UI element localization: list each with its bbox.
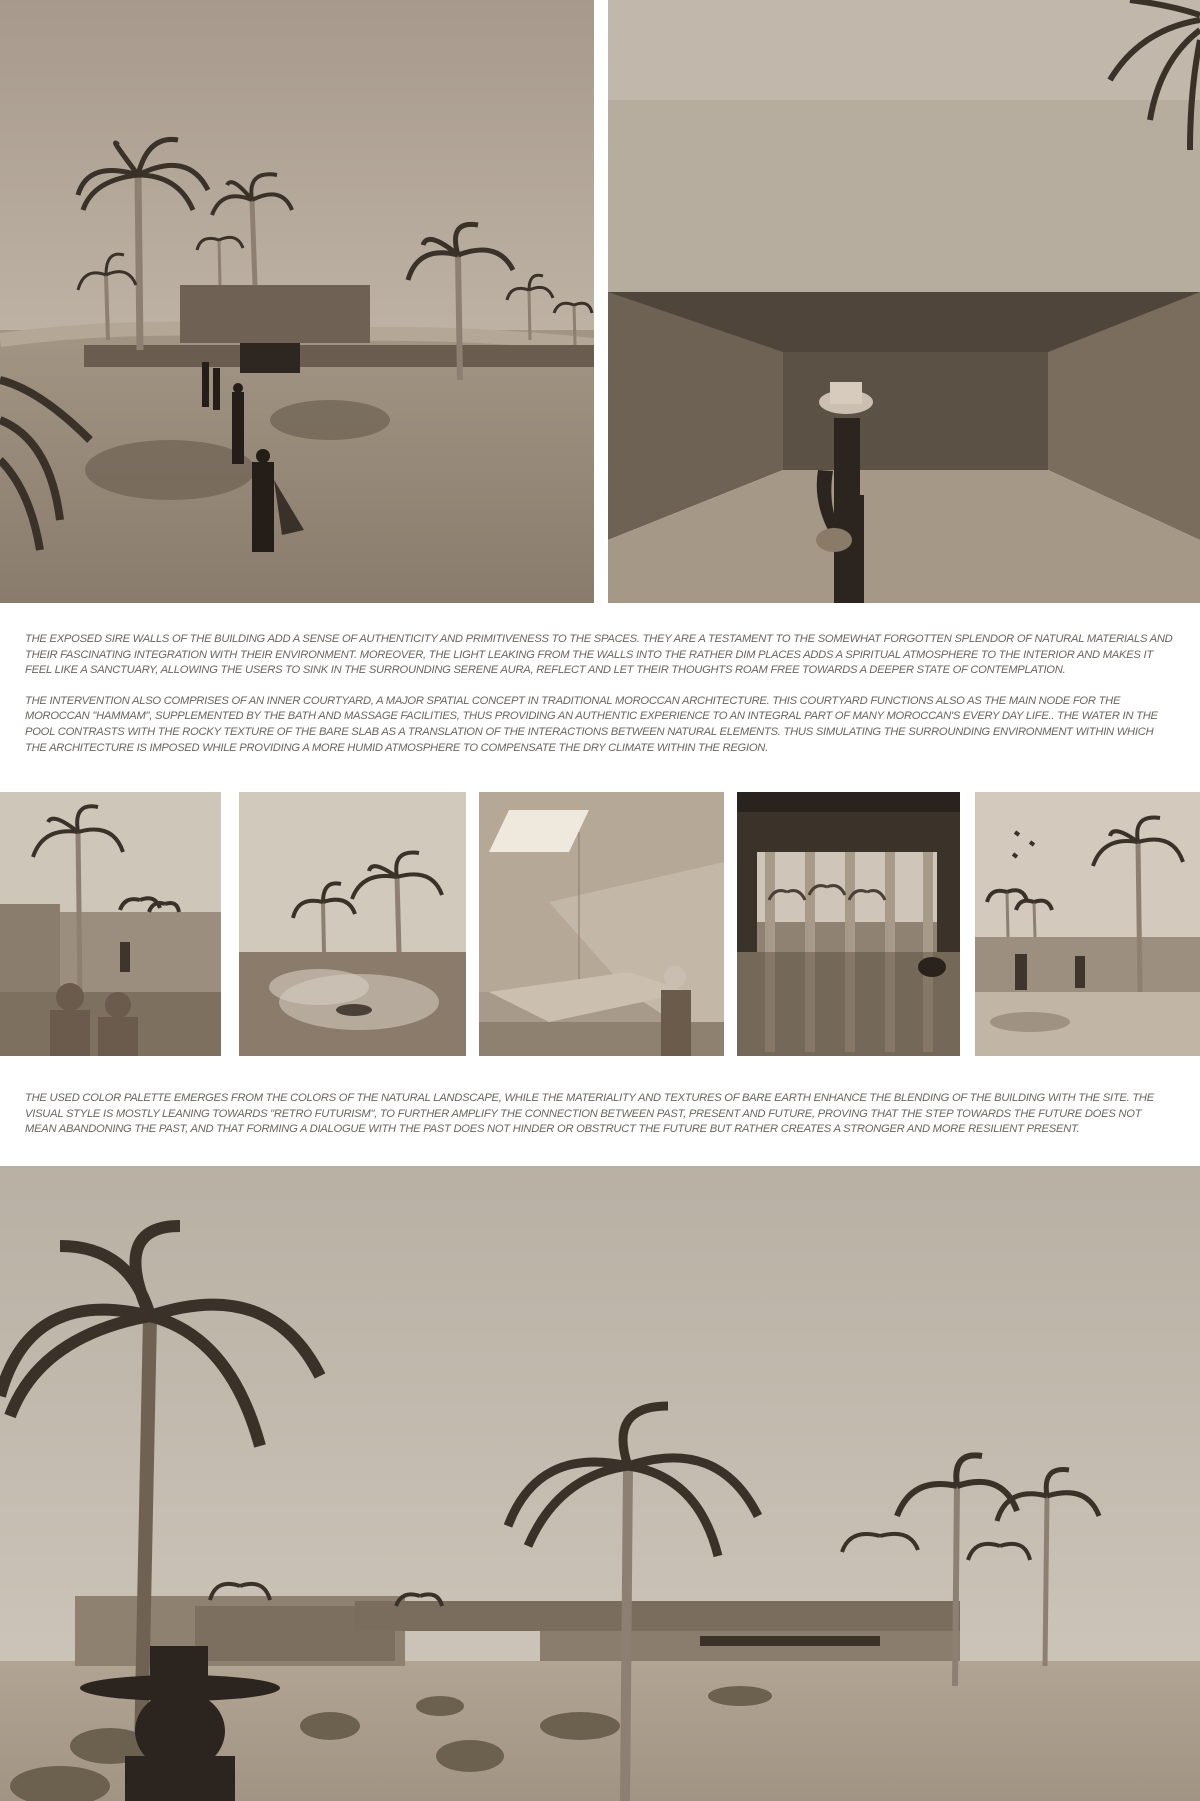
description-text-upper [25, 632, 1175, 771]
colonnade-pool-image [737, 792, 960, 1056]
panoramic-exterior-image [0, 1166, 1200, 1801]
interior-corridor-image [608, 0, 1200, 603]
misty-pool-image [239, 792, 466, 1056]
skylight-room-render [479, 792, 724, 1056]
exterior-entrance-image [0, 0, 594, 603]
skylight-room-image [479, 792, 724, 1056]
interior-corridor-render [608, 0, 1200, 603]
misty-pool-render [239, 792, 466, 1056]
courtyard-palms-render [975, 792, 1200, 1056]
panoramic-exterior-render [0, 1166, 1200, 1801]
paragraph-palette: THE USED COLOR PALETTE EMERGES FROM THE COLORS OF THE NATURAL LANDSCAPE, WHILE THE MATERIALITY AND TEXTURES OF BARE EARTH ENHANCE THE BLENDING OF THE BUILDING WITH THE SITE. THE VISUAL STYLE IS MOSTLY LEANING TOWARDS "RETRO FUTURISM", TO FURTHER AMPLIFY THE CONNECTION BETWEEN PAST, PRESENT AND FUTURE, PROVING THAT THE STEP TOWARDS THE FUTURE DOES NOT MEAN ABANDONING THE PAST, AND THAT FORMING A DIALOGUE WITH THE PAST DOES NOT HINDER OR OBSTRUCT THE FUTURE BUT RATHER CREATES A STRONGER AND MORE RESILIENT PRESENT. [25, 1092, 1154, 1136]
courtyard-palms-image [975, 792, 1200, 1056]
paragraph-walls: THE EXPOSED SIRE WALLS OF THE BUILDING ADD A SENSE OF AUTHENTICITY AND PRIMITIVENESS TO THE SPACES. THEY ARE A TESTAMENT TO THE SOMEWHAT FORGOTTEN SPLENDOR OF NATURAL MATERIALS AND THEIR FASCINATING INTEGRATION WITH THEIR ENVIRONMENT. MOREOVER, THE LIGHT LEAKING FROM THE WALLS INTO THE RATHER DIM PLACES ADDS A SPIRITUAL ATMOSPHERE TO THE INTERIOR AND MAKES IT FEEL LIKE A SANCTUARY, ALLOWING THE USERS TO SINK IN THE SURROUNDING SERENE AURA, REFLECT AND LET THEIR THOUGHTS ROAM FREE TOWARDS A DEEPER STATE OF CONTEMPLATION. [25, 633, 1173, 677]
colonnade-pool-render [737, 792, 960, 1056]
exterior-entrance-render [0, 0, 594, 603]
paragraph-courtyard: THE INTERVENTION ALSO COMPRISES OF AN INNER COURTYARD, A MAJOR SPATIAL CONCEPT IN TRADITIONAL MOROCCAN ARCHITECTURE. THIS COURTYARD FUNCTIONS ALSO AS THE MAIN NODE FOR THE MOROCCAN "HAMMAM", SUPPLEMENTED BY THE BATH AND MASSAGE FACILITIES, THUS PROVIDING AN AUTHENTIC EXPERIENCE TO AN INTEGRAL PART OF MANY MOROCCAN'S EVERY DAY LIFE.. THE WATER IN THE POOL CONTRASTS WITH THE ROCKY TEXTURE OF THE BARE SLAB AS A TRANSLATION OF THE INTERACTIONS BETWEEN NATURAL ELEMENTS. THUS SIMULATING THE SURROUNDING ENVIRONMENT WITHIN WHICH THE ARCHITECTURE IS IMPOSED WHILE PROVIDING A MORE HUMID ATMOSPHERE TO COMPENSATE THE DRY CLIMATE WITHIN THE REGION. [25, 694, 1158, 754]
description-text-lower [25, 1091, 1175, 1153]
courtyard-pool-image [0, 792, 221, 1056]
courtyard-pool-render [0, 792, 221, 1056]
